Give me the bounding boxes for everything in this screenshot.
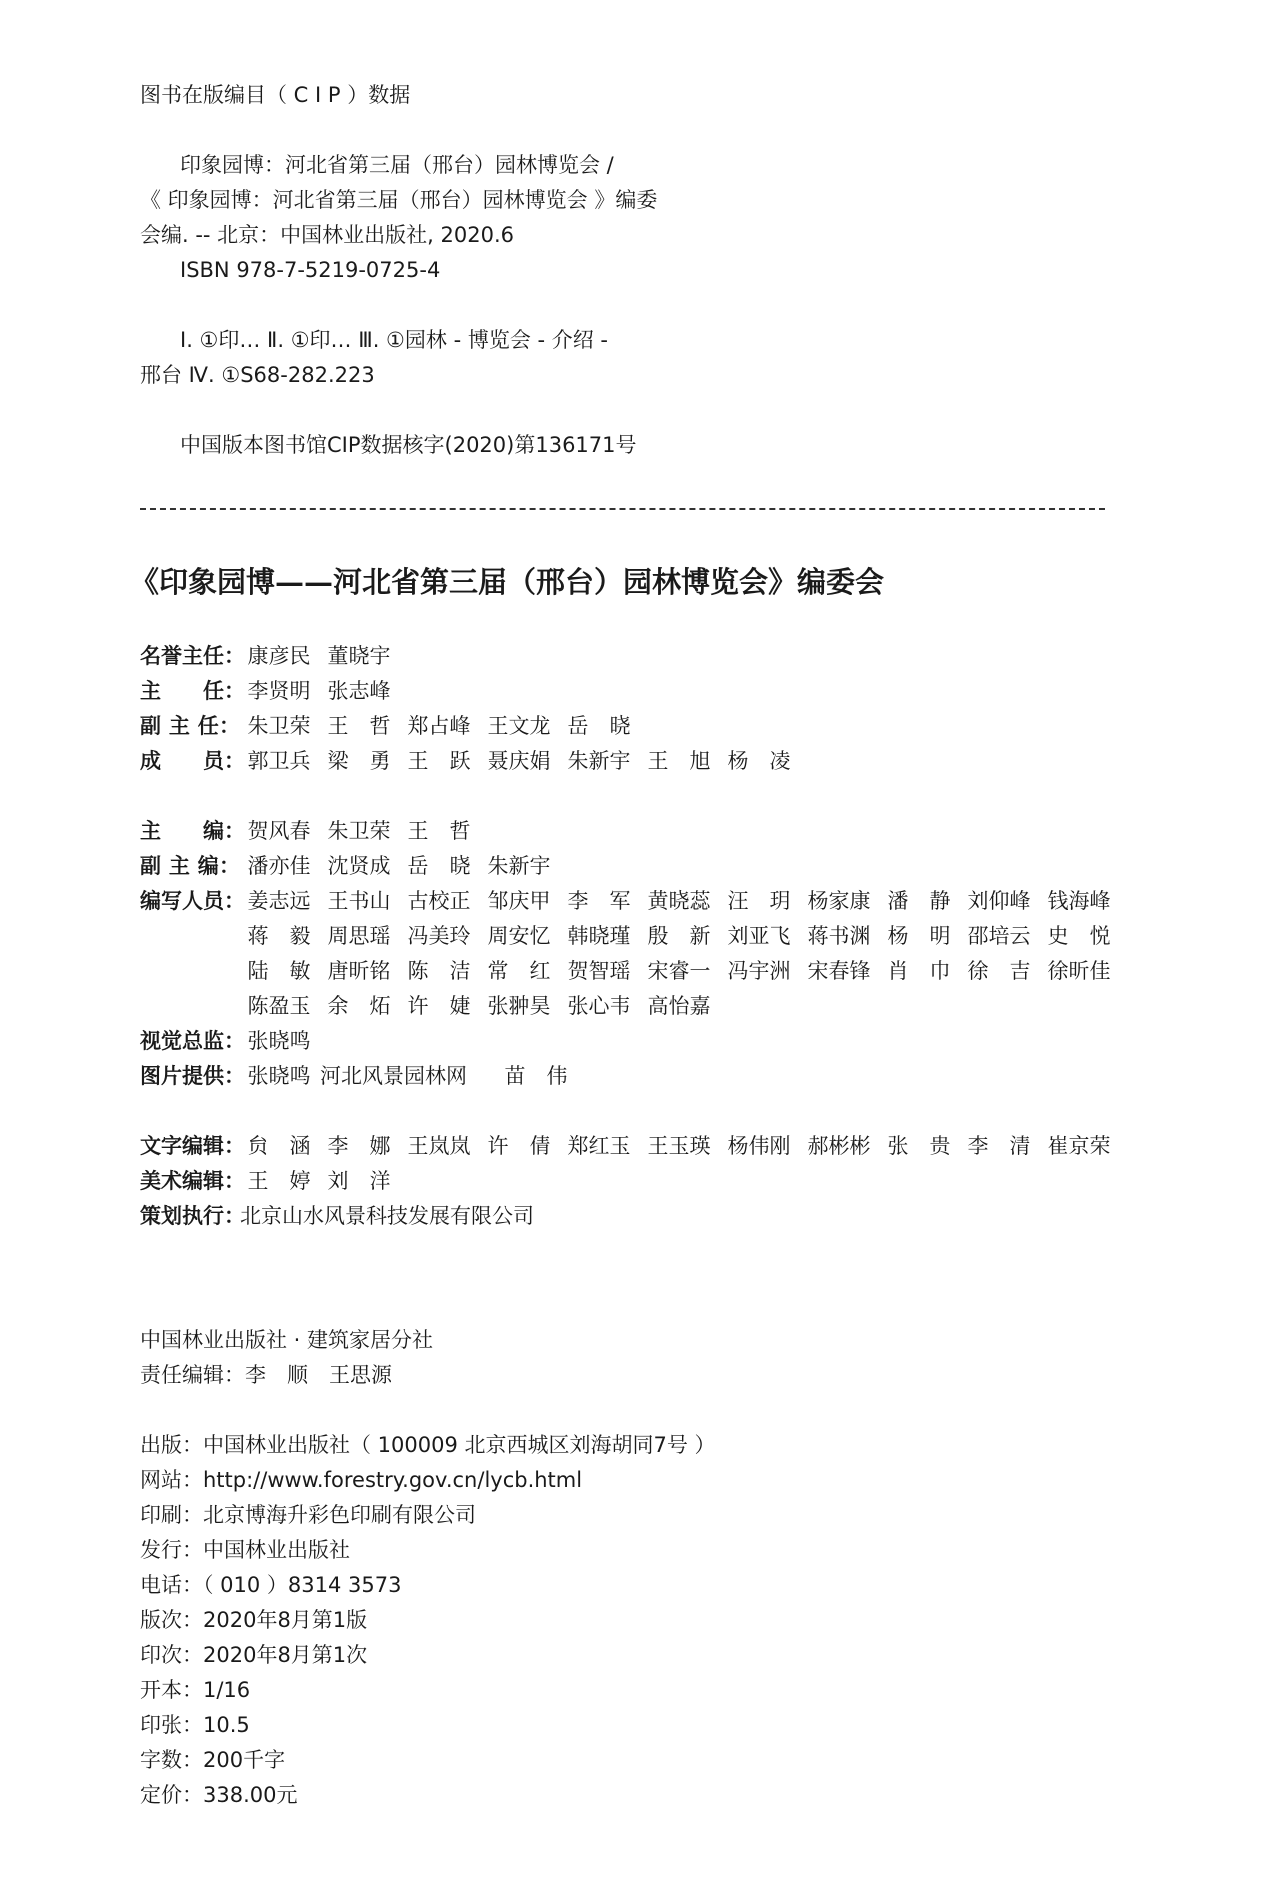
responsible-editor: 责任编辑：李 顺 王思源 — [140, 1363, 392, 1387]
committee-member-name: 蒋书渊 — [807, 924, 871, 948]
publisher-detail: 印次：2020年8月第1次 — [140, 1643, 368, 1667]
committee-member-name: 苗 伟 — [504, 1064, 568, 1088]
committee-member-name: 黄晓蕊 — [647, 889, 711, 913]
committee-role-label: 视觉总监： — [140, 1029, 245, 1053]
committee-member-name: 杨家康 — [807, 889, 871, 913]
committee-member-name: 邹庆甲 — [487, 889, 551, 913]
committee-member-name: 潘 静 — [887, 889, 951, 913]
committee-member-name: 张翀昊 — [487, 994, 551, 1018]
committee-member-name: 宋睿一 — [647, 959, 711, 983]
publisher-detail: 印刷：北京博海升彩色印刷有限公司 — [140, 1503, 476, 1527]
committee-member-name: 朱新宇 — [487, 854, 551, 878]
committee-member-name: 聂庆娟 — [487, 749, 551, 773]
publisher-detail: 开本：1/16 — [140, 1678, 251, 1702]
committee-member-name: 张志峰 — [327, 679, 391, 703]
cip-line: 印象园博：河北省第三届（邢台）园林博览会 / — [180, 153, 614, 177]
committee-member-name: 郑红玉 — [567, 1134, 631, 1158]
publisher-imprint: 中国林业出版社 · 建筑家居分社 — [140, 1328, 434, 1352]
publisher-website: 网站：http://www.forestry.gov.cn/lycb.html — [140, 1468, 583, 1492]
committee-member-name: 郭卫兵 — [247, 749, 311, 773]
cip-catalog-number: 中国版本图书馆CIP数据核字(2020)第136171号 — [180, 433, 637, 457]
committee-member-name: 崔京荣 — [1047, 1134, 1111, 1158]
cip-line: Ⅰ. ①印… Ⅱ. ①印… Ⅲ. ①园林 - 博览会 - 介绍 - — [180, 328, 608, 352]
committee-member-name: 张心韦 — [567, 994, 631, 1018]
committee-role-label: 图片提供： — [140, 1064, 245, 1088]
committee-member-name: 贺智瑶 — [567, 959, 631, 983]
committee-member-name: 蒋 毅 — [247, 924, 311, 948]
publisher-detail: 电话：（ 010 ）8314 3573 — [140, 1573, 402, 1597]
committee-member-name: 郑占峰 — [407, 714, 471, 738]
committee-member-name: 岳 晓 — [567, 714, 631, 738]
committee-member-name: 殷 新 — [647, 924, 711, 948]
committee-member-name: 肖 巾 — [887, 959, 951, 983]
committee-member-name: 张 贵 — [887, 1134, 951, 1158]
committee-member-name: 贺风春 — [247, 819, 311, 843]
committee-role-label: 编写人员： — [140, 889, 245, 913]
committee-member-name: 王 跃 — [407, 749, 471, 773]
committee-role-label: 名誉主任： — [140, 644, 245, 668]
committee-member-name: 康彦民 — [247, 644, 311, 668]
committee-member-name: 陈盈玉 — [247, 994, 311, 1018]
committee-role-label: 主 编： — [140, 819, 245, 843]
publisher-detail: 字数：200千字 — [140, 1748, 286, 1772]
committee-member-name: 杨伟刚 — [727, 1134, 791, 1158]
committee-member-name: 董晓宇 — [327, 644, 391, 668]
committee-member-name: 周安忆 — [487, 924, 551, 948]
committee-member-name: 余 炻 — [327, 994, 391, 1018]
publisher-detail: 印张：10.5 — [140, 1713, 250, 1737]
committee-member-name: 贠 涵 — [247, 1134, 311, 1158]
publisher-detail: 出版：中国林业出版社（ 100009 北京西城区刘海胡同7号 ） — [140, 1433, 716, 1457]
committee-member-name: 韩晓瑾 — [567, 924, 631, 948]
cip-line: 邢台 Ⅳ. ①S68-282.223 — [140, 363, 375, 387]
committee-member-name: 冯宇洲 — [727, 959, 791, 983]
committee-member-name: 周思瑶 — [327, 924, 391, 948]
cip-line: 《 印象园博：河北省第三届（邢台）园林博览会 》编委 — [140, 188, 658, 212]
committee-member-name: 许 倩 — [487, 1134, 551, 1158]
committee-member-name: 常 红 — [487, 959, 551, 983]
committee-member-name: 王玉瑛 — [647, 1134, 711, 1158]
committee-member-name: 唐昕铭 — [327, 959, 391, 983]
committee-role-label: 成 员： — [140, 749, 245, 773]
cip-isbn: ISBN 978-7-5219-0725-4 — [180, 258, 441, 282]
committee-member-name: 岳 晓 — [407, 854, 471, 878]
committee-member-name: 张晓鸣 — [247, 1064, 311, 1088]
publisher-detail: 发行：中国林业出版社 — [140, 1538, 350, 1562]
committee-role-label: 主 任： — [140, 679, 245, 703]
committee-member-name: 汪 玥 — [727, 889, 791, 913]
publisher-price: 定价：338.00元 — [140, 1783, 298, 1807]
committee-member-name: 李 娜 — [327, 1134, 391, 1158]
committee-role-label: 副 主 任： — [140, 714, 240, 738]
publisher-detail: 版次：2020年8月第1版 — [140, 1608, 368, 1632]
committee-member-name: 史 悦 — [1047, 924, 1111, 948]
committee-member-name: 刘仰峰 — [967, 889, 1031, 913]
committee-member-name: 宋春锋 — [807, 959, 871, 983]
committee-member-name: 李贤明 — [247, 679, 311, 703]
committee-member-name: 邵培云 — [967, 924, 1031, 948]
committee-member-name: 朱新宇 — [567, 749, 631, 773]
committee-member-name: 古校正 — [407, 889, 471, 913]
committee-member-name: 王岚岚 — [407, 1134, 471, 1158]
committee-member-name: 陆 敏 — [247, 959, 311, 983]
committee-member-name: 许 婕 — [407, 994, 471, 1018]
committee-member-name: 冯美玲 — [407, 924, 471, 948]
committee-member-name: 王 旭 — [647, 749, 711, 773]
committee-member-name: 姜志远 — [247, 889, 311, 913]
committee-member-name: 河北风景园林网 — [320, 1064, 467, 1088]
dashed-divider — [140, 508, 1105, 510]
committee-member-name: 王 哲 — [407, 819, 471, 843]
committee-role-label: 美术编辑： — [140, 1169, 245, 1193]
committee-member-name: 郝彬彬 — [807, 1134, 871, 1158]
committee-member-name: 李 清 — [967, 1134, 1031, 1158]
committee-member-name: 刘亚飞 — [727, 924, 791, 948]
committee-role-label: 文字编辑： — [140, 1134, 245, 1158]
committee-member-name: 潘亦佳 — [247, 854, 311, 878]
committee-member-name: 王文龙 — [487, 714, 551, 738]
committee-member-name: 朱卫荣 — [247, 714, 311, 738]
committee-member-name: 张晓鸣 — [247, 1029, 311, 1053]
committee-role-label: 策划执行： — [140, 1204, 245, 1228]
committee-member-name: 陈 洁 — [407, 959, 471, 983]
committee-member-name: 徐 吉 — [967, 959, 1031, 983]
cip-header: 图书在版编目（ C I P ）数据 — [140, 83, 411, 107]
cip-line: 会编. -- 北京：中国林业出版社, 2020.6 — [140, 223, 515, 247]
committee-title: 《印象园博——河北省第三届（邢台）园林博览会》编委会 — [130, 565, 885, 599]
committee-member-name: 杨 凌 — [727, 749, 791, 773]
committee-member-name: 杨 明 — [887, 924, 951, 948]
committee-member-name: 王 哲 — [327, 714, 391, 738]
committee-member-name: 朱卫荣 — [327, 819, 391, 843]
committee-member-name: 王 婷 — [247, 1169, 311, 1193]
committee-member-name: 梁 勇 — [327, 749, 391, 773]
committee-member-name: 北京山水风景科技发展有限公司 — [240, 1204, 534, 1228]
committee-role-label: 副 主 编： — [140, 854, 240, 878]
committee-member-name: 高怡嘉 — [647, 994, 711, 1018]
committee-member-name: 徐昕佳 — [1047, 959, 1111, 983]
committee-member-name: 刘 洋 — [327, 1169, 391, 1193]
committee-member-name: 钱海峰 — [1047, 889, 1111, 913]
committee-member-name: 李 军 — [567, 889, 631, 913]
committee-member-name: 沈贤成 — [327, 854, 391, 878]
committee-member-name: 王书山 — [327, 889, 391, 913]
